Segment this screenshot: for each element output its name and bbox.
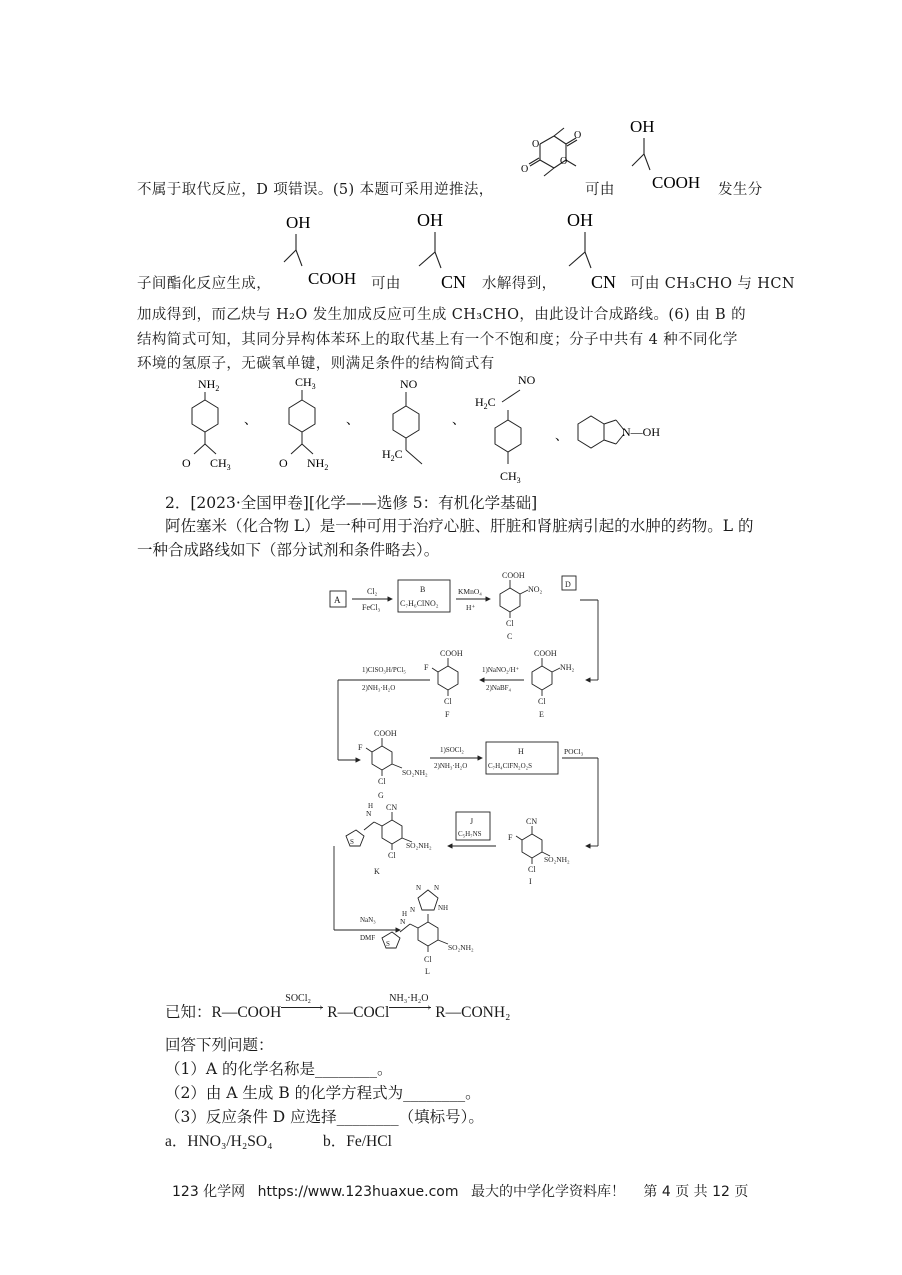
- question-1: （1）A 的化学名称是________。: [165, 1060, 393, 1078]
- svg-text:SO₂NH₂: SO₂NH₂: [448, 943, 474, 952]
- svg-text:OH: OH: [567, 210, 593, 230]
- svg-text:1)NaNO₂/H⁺: 1)NaNO₂/H⁺: [482, 666, 520, 674]
- page-footer: [172, 1181, 748, 1201]
- svg-text:S: S: [350, 838, 354, 846]
- svg-text:N: N: [400, 917, 406, 926]
- known-product: R—CONH₂: [435, 1004, 511, 1021]
- svg-text:A: A: [334, 595, 341, 605]
- svg-text:J: J: [470, 817, 474, 826]
- svg-text:POCl₃: POCl₃: [564, 747, 584, 756]
- solution-line-3: 加成得到，而乙炔与 H₂O 发生加成反应可生成 CH₃CHO，由此设计合成路线。(6) 由 B 的: [137, 307, 746, 323]
- svg-text:2)NaBF₄: 2)NaBF₄: [486, 684, 511, 692]
- lactic-acid-structure-2: [272, 208, 372, 293]
- solution-line-1c: 发生分: [718, 182, 763, 198]
- known-prefix: 已知：R—COOH: [165, 1004, 282, 1021]
- svg-text:、: 、: [452, 412, 466, 427]
- svg-text:Cl: Cl: [528, 865, 536, 874]
- svg-text:OH: OH: [630, 117, 655, 136]
- svg-text:CN: CN: [386, 803, 398, 812]
- svg-text:2)NH₃·H₂O: 2)NH₃·H₂O: [362, 684, 396, 692]
- svg-text:L: L: [425, 967, 430, 976]
- known-arrow-2: NH₃·H₂O ›: [389, 993, 431, 1013]
- problem-intro-1: 阿佐塞米（化合物 L）是一种可用于治疗心脏、肝脏和肾脏病引起的水肿的药物。L 的: [165, 517, 754, 535]
- solution-line-1a: 不属于取代反应，D 项错误。(5) 本题可采用逆推法，: [137, 182, 494, 198]
- cyanohydrin-structure: [405, 204, 485, 294]
- svg-text:2)NH₃·H₂O: 2)NH₃·H₂O: [434, 762, 468, 770]
- svg-text:S: S: [386, 940, 390, 948]
- svg-text:O: O: [521, 164, 529, 175]
- svg-text:COOH: COOH: [374, 729, 397, 738]
- svg-text:、: 、: [555, 428, 569, 443]
- svg-text:F: F: [358, 743, 363, 752]
- solution-line-4: 结构简式可知，其同分异构体苯环上的取代基上有一个不饱和度；分子中共有 4 种不同化学: [137, 332, 738, 348]
- solution-line-2d: 可由 CH₃CHO 与 HCN: [630, 276, 795, 292]
- footer-slogan: 最大的中学化学资料库！: [470, 1184, 625, 1200]
- svg-text:N: N: [416, 884, 422, 892]
- svg-text:O: O: [560, 156, 568, 167]
- svg-text:Cl: Cl: [388, 851, 396, 860]
- svg-text:H⁺: H⁺: [466, 603, 476, 612]
- svg-text:COOH: COOH: [308, 269, 357, 288]
- svg-text:Cl: Cl: [424, 955, 432, 964]
- svg-text:NaN₃: NaN₃: [360, 916, 376, 924]
- svg-text:N: N: [434, 884, 440, 892]
- svg-text:B: B: [420, 585, 426, 594]
- svg-text:O: O: [574, 130, 582, 141]
- solution-line-2b: 可由: [371, 276, 401, 292]
- svg-text:、: 、: [346, 412, 360, 427]
- known-arrow-1: SOCl₂ ›: [281, 1005, 327, 1017]
- known-reagent-1: SOCl₂: [285, 993, 311, 1004]
- svg-text:COOH: COOH: [502, 571, 525, 580]
- option-b: b．Fe/HCl: [323, 1133, 392, 1150]
- svg-text:COOH: COOH: [534, 649, 557, 658]
- svg-text:CN: CN: [441, 272, 467, 292]
- questions-lead: 回答下列问题：: [165, 1036, 274, 1054]
- footer-site: 123 化学网: [172, 1184, 246, 1200]
- footer-url[interactable]: https://www.123huaxue.com: [257, 1184, 459, 1200]
- svg-text:Cl₂: Cl₂: [367, 587, 378, 596]
- svg-text:COOH: COOH: [652, 173, 701, 192]
- svg-text:OH: OH: [286, 213, 311, 232]
- svg-text:NO₂: NO₂: [528, 585, 543, 594]
- svg-text:NH2: $NH_2$: [307, 456, 329, 472]
- cyanohydrin-structure-2: [555, 204, 635, 294]
- svg-text:O: O: [182, 456, 191, 470]
- svg-text:N: N: [410, 906, 416, 914]
- svg-text:C₇H₆ClNO₂: C₇H₆ClNO₂: [400, 599, 439, 608]
- svg-text:SO₂NH₂: SO₂NH₂: [406, 841, 432, 850]
- svg-text:KMnO₄: KMnO₄: [458, 587, 482, 596]
- svg-text:NH₂: NH₂: [560, 663, 575, 672]
- svg-text:H: H: [368, 802, 374, 810]
- svg-text:F: F: [445, 710, 450, 719]
- svg-text:1)ClSO₃H/PCl₅: 1)ClSO₃H/PCl₅: [362, 666, 406, 674]
- known-mid: R—COCl: [327, 1004, 390, 1021]
- known-reagent-2: NH₃·H₂O: [389, 993, 429, 1004]
- svg-text:G: G: [378, 791, 384, 800]
- svg-text:NO: NO: [518, 373, 536, 387]
- svg-text:Cl: Cl: [378, 777, 386, 786]
- svg-text:SO₂NH₂: SO₂NH₂: [402, 768, 428, 777]
- svg-text:DMF: DMF: [360, 934, 376, 942]
- svg-text:D: D: [565, 580, 571, 589]
- svg-text:H: H: [402, 910, 408, 918]
- svg-text:C₇H₄ClFN₂O₂S: C₇H₄ClFN₂O₂S: [488, 762, 532, 770]
- svg-text:NH: NH: [438, 904, 449, 912]
- svg-text:CH3: $CH_3$: [500, 469, 521, 485]
- svg-text:O: O: [279, 456, 288, 470]
- svg-text:OH: OH: [417, 210, 443, 230]
- svg-text:FeCl₃: FeCl₃: [362, 603, 381, 612]
- svg-text:CH3: $CH_3$: [295, 375, 316, 391]
- svg-text:H2C: $H_2C$: [382, 447, 403, 463]
- solution-line-2c: 水解得到，: [482, 276, 557, 292]
- known-reaction: [165, 993, 511, 1022]
- svg-text:N: N: [366, 809, 372, 818]
- svg-text:C₅H₇NS: C₅H₇NS: [458, 830, 482, 838]
- svg-text:C: C: [507, 632, 513, 641]
- isomer-structures: [160, 372, 850, 490]
- svg-text:CN: CN: [526, 817, 538, 826]
- svg-text:CN: CN: [591, 272, 617, 292]
- lactic-acid-structure: [620, 112, 720, 197]
- svg-text:E: E: [539, 710, 544, 719]
- solution-line-1b: 可由: [585, 182, 615, 198]
- svg-text:H: H: [518, 747, 524, 756]
- svg-text:Cl: Cl: [506, 619, 514, 628]
- svg-text:NH2: $NH_2$: [198, 377, 220, 393]
- svg-text:F: F: [424, 663, 429, 672]
- svg-text:SO₂NH₂: SO₂NH₂: [544, 855, 570, 864]
- question-2: （2）由 A 生成 B 的化学方程式为________。: [165, 1084, 481, 1102]
- svg-text:COOH: COOH: [440, 649, 463, 658]
- option-a: a．HNO₃/H₂SO₄: [165, 1133, 273, 1150]
- solution-line-2a: 子间酯化反应生成，: [137, 276, 272, 292]
- svg-text:Cl: Cl: [444, 697, 452, 706]
- svg-text:K: K: [374, 867, 380, 876]
- svg-text:N—OH: N—OH: [622, 425, 660, 439]
- footer-page-number: 第 4 页 共 12 页: [643, 1184, 749, 1200]
- svg-text:F: F: [508, 833, 513, 842]
- problem-intro-2: 一种合成路线如下（部分试剂和条件略去）。: [137, 541, 440, 559]
- svg-text:NO: NO: [400, 377, 418, 391]
- svg-text:1)SOCl₂: 1)SOCl₂: [440, 746, 464, 754]
- svg-text:O: O: [532, 139, 540, 150]
- svg-text:Cl: Cl: [538, 697, 546, 706]
- solution-line-5: 环境的氢原子，无碳氧单键，则满足条件的结构简式有: [137, 356, 495, 372]
- question-3: （3）反应条件 D 应选择________（填标号）。: [165, 1108, 484, 1126]
- synthesis-scheme: [320, 568, 620, 980]
- svg-text:H2C: $H_2C$: [475, 395, 496, 411]
- svg-text:I: I: [529, 877, 532, 886]
- lactide-structure: [518, 116, 588, 196]
- problem-header: 2．[2023·全国甲卷][化学——选修 5：有机化学基础]: [165, 494, 538, 512]
- svg-text:、: 、: [244, 412, 258, 427]
- svg-text:CH3: $CH_3$: [210, 456, 231, 472]
